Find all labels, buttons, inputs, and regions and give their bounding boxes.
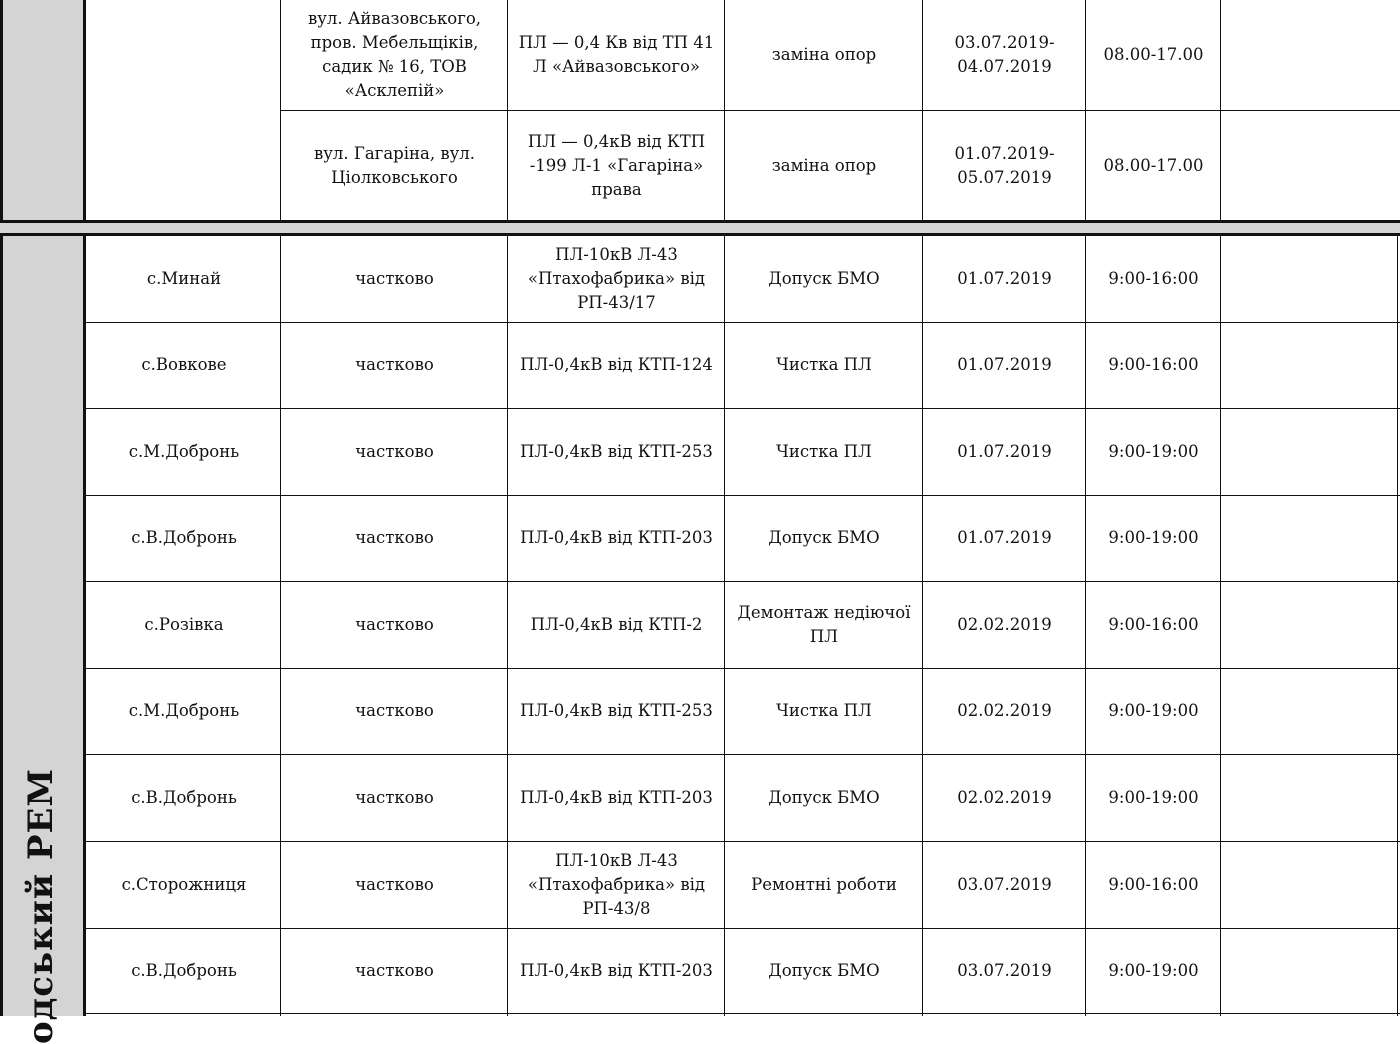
scope-cell: частково	[355, 874, 434, 894]
work-cell: Чистка ПЛ	[776, 701, 872, 720]
settlement-cell: с.М.Добронь	[128, 441, 240, 461]
work-cell: Допуск БМО	[768, 787, 880, 807]
time-cell: 9:00-19:00	[1108, 528, 1199, 547]
work-cell: заміна опор	[771, 45, 877, 64]
date-cell: 01.07.2019-05.07.2019	[954, 144, 1055, 187]
line-cell: ПЛ-0,4кВ від КТП-124	[520, 355, 713, 374]
grid-vline	[922, 0, 923, 222]
settlement-cell: с.М.Добронь	[128, 701, 240, 720]
date-cell: 01.07.2019	[957, 269, 1052, 288]
time-cell: 9:00-19:00	[1108, 961, 1199, 980]
scope-cell: частково	[355, 614, 434, 634]
line-cell: ПЛ-0,4кВ від КТП-253	[520, 701, 713, 720]
line-cell: ПЛ-0,4кВ від КТП-203	[520, 528, 713, 547]
scope-cell: частково	[355, 269, 434, 288]
grid-vline	[280, 236, 281, 1016]
scope-cell: частково	[355, 355, 434, 374]
settlement-cell: с.Вовкове	[141, 355, 227, 374]
line-cell: ПЛ-10кВ Л-43 «Птахофабрика» від РП-43/17	[527, 245, 706, 312]
line-cell: ПЛ — 0,4кВ від КТП -199 Л-1 «Гагаріна» права	[527, 132, 706, 199]
grid-vline	[1220, 236, 1221, 1016]
date-cell: 03.07.2019	[957, 961, 1052, 980]
date-cell: 03.07.2019	[957, 874, 1052, 894]
grid-vline	[507, 236, 508, 1016]
district-label-text: одський РЕМ	[21, 767, 61, 1044]
date-cell: 03.07.2019-04.07.2019	[954, 33, 1055, 76]
address-cell: вул. Гагаріна, вул. Ціолковського	[313, 144, 476, 187]
settlement-cell: с.Минай	[146, 269, 222, 288]
time-cell: 08.00-17.00	[1103, 45, 1204, 64]
date-cell: 01.07.2019	[957, 528, 1052, 547]
grid-vline	[1397, 236, 1398, 1016]
grid-vline	[1085, 236, 1086, 1016]
scope-cell: частково	[355, 528, 434, 547]
district-column-top	[0, 0, 86, 222]
work-cell: заміна опор	[771, 156, 877, 175]
settlement-cell: с.В.Добронь	[131, 787, 237, 807]
time-cell: 9:00-19:00	[1108, 787, 1199, 807]
date-cell: 01.07.2019	[957, 441, 1052, 461]
grid-vline	[724, 236, 725, 1016]
settlement-cell: с.В.Добронь	[131, 961, 237, 980]
time-cell: 9:00-16:00	[1108, 614, 1199, 634]
work-cell: Чистка ПЛ	[776, 355, 872, 374]
line-cell: ПЛ-0,4кВ від КТП-203	[520, 787, 713, 807]
time-cell: 9:00-16:00	[1108, 269, 1199, 288]
work-cell: Ремонтні роботи	[751, 874, 897, 894]
scope-cell: частково	[355, 441, 434, 461]
work-cell: Допуск БМО	[768, 269, 880, 288]
time-cell: 9:00-16:00	[1108, 355, 1199, 374]
settlement-cell: с.В.Добронь	[131, 528, 237, 547]
grid-vline	[1085, 0, 1086, 222]
grid-vline	[1220, 0, 1221, 222]
date-cell: 01.07.2019	[957, 355, 1052, 374]
work-cell: Допуск БМО	[768, 961, 880, 980]
line-cell: ПЛ-0,4кВ від КТП-203	[520, 961, 713, 980]
line-cell: ПЛ-0,4кВ від КТП-253	[520, 441, 713, 461]
date-cell: 02.02.2019	[957, 614, 1052, 634]
section-separator	[0, 220, 1400, 236]
line-cell: ПЛ — 0,4 Кв від ТП 41 Л «Айвазовського»	[518, 33, 715, 76]
work-cell: Допуск БМО	[768, 528, 880, 547]
scope-cell: частково	[355, 701, 434, 720]
scope-cell: частково	[355, 787, 434, 807]
scope-cell: частково	[355, 961, 434, 980]
time-cell: 9:00-19:00	[1108, 441, 1199, 461]
work-cell: Чистка ПЛ	[776, 441, 872, 461]
address-cell: вул. Айвазовського, пров. Мебельщіків, садик № 16, ТОВ «Асклепій»	[307, 9, 482, 100]
district-label	[6, 764, 76, 1044]
settlement-cell: с.Сторожниця	[121, 874, 247, 894]
line-cell: ПЛ-0,4кВ від КТП-2	[530, 614, 703, 634]
date-cell: 02.02.2019	[957, 701, 1052, 720]
grid-vline	[724, 0, 725, 222]
time-cell: 9:00-19:00	[1108, 701, 1199, 720]
grid-vline	[280, 0, 281, 222]
time-cell: 9:00-16:00	[1108, 874, 1199, 894]
settlement-cell: с.Розівка	[144, 614, 224, 634]
work-cell: Демонтаж недіючої ПЛ	[737, 602, 911, 646]
grid-vline	[507, 0, 508, 222]
date-cell: 02.02.2019	[957, 787, 1052, 807]
grid-vline	[922, 236, 923, 1016]
line-cell: ПЛ-10кВ Л-43 «Птахофабрика» від РП-43/8	[527, 850, 706, 918]
time-cell: 08.00-17.00	[1103, 156, 1204, 175]
